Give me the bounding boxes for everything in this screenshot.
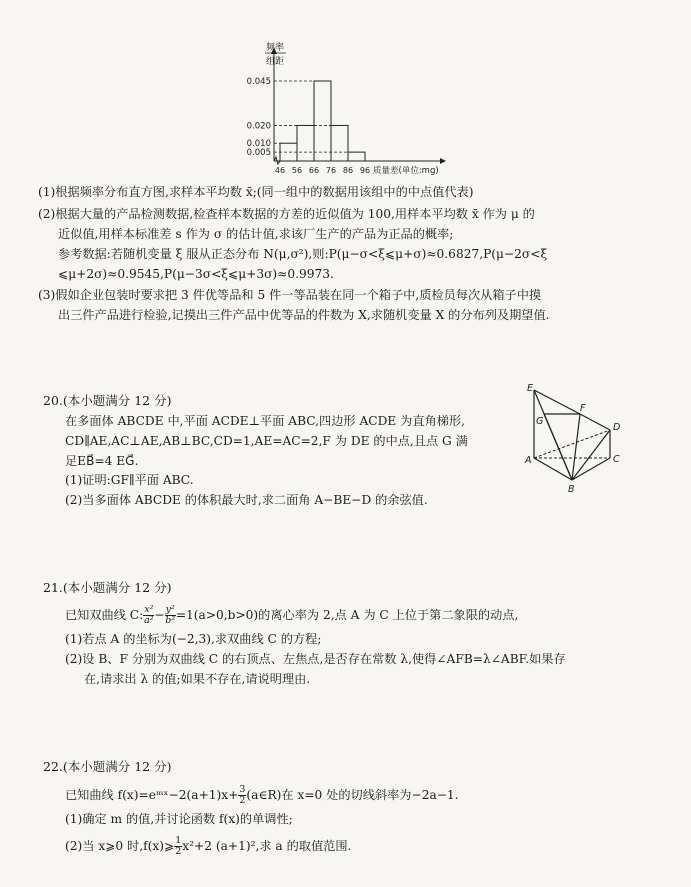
q19-part3-line1: (3)假如企业包装时要求把 3 件优等品和 5 件一等品装在同一个箱子中,质检员每次从箱子中摸	[38, 288, 542, 302]
y-tick-label: 0.020	[246, 121, 271, 132]
q21-part2-line2: 在,请求出 λ 的值;如果不存在,请说明理由.	[84, 672, 311, 686]
y-tick-label: 0.045	[246, 77, 271, 87]
polyhedron-figure	[522, 380, 637, 495]
q20-part2: (2)当多面体 ABCDE 的体积最大时,求二面角 A−BE−D 的余弦值.	[65, 493, 428, 507]
histogram-bar	[314, 81, 331, 161]
q22-line1-prefix: 已知曲线 f(x)=eᵐˣ−2(a+1)x+	[65, 788, 239, 802]
x-tick-label: 56	[291, 166, 303, 175]
fraction-1-2: $\frac{1}{2}$	[175, 835, 182, 857]
q20-part1: (1)证明:GF∥平面 ABC.	[65, 473, 194, 487]
fraction-3-2: $\frac{3}{2}$	[239, 784, 246, 806]
x-tick-label: 46	[274, 166, 286, 175]
label-D: D	[613, 422, 621, 433]
fraction-x2-a2: $\frac{\text{x²}}{\text{a²}}$	[144, 604, 154, 626]
q19-part2-line1: (2)根据大量的产品检测数据,检查样本数据的方差的近似值为 100,用样本平均数 x̄ 作为 μ 的	[38, 207, 535, 221]
frequency-histogram	[240, 40, 480, 185]
q22-part2	[65, 836, 351, 857]
x-tick-label: 86	[342, 166, 354, 175]
q19-reference-data-1: 参考数据:若随机变量 ξ 服从正态分布 N(μ,σ²),则:P(μ−σ<ξ⩽μ+σ)≈0.6827,P(μ−2σ<ξ	[58, 247, 548, 261]
y-tick-label: 0.010	[246, 139, 271, 150]
q19-part2-line2: 近似值,用样本标准差 s 作为 σ 的估计值,求该厂生产的产品为正品的概率;	[58, 227, 454, 241]
x-axis-arrow	[440, 158, 446, 164]
q21-part2-line1: (2)设 B、F 分别为双曲线 C 的右顶点、左焦点,是否存在常数 λ,使得∠AFB=λ∠ABF.如果存	[65, 652, 566, 666]
q22-part1: (1)确定 m 的值,并讨论函数 f(x)的单调性;	[65, 812, 293, 826]
q20-line1: 在多面体 ABCDE 中,平面 ACDE⊥平面 ABC,四边形 ACDE 为直角梯形,	[65, 414, 465, 428]
q21-part1: (1)若点 A 的坐标为(−2,3),求双曲线 C 的方程;	[65, 632, 322, 646]
y-label-bottom: 组距	[266, 57, 285, 67]
q20-header: 20.(本小题满分 12 分)	[43, 393, 172, 408]
q19-part3-line2: 出三件产品进行检验,记摸出三件产品中优等品的件数为 X,求随机变量 X 的分布列及期望值.	[58, 308, 550, 322]
q22-part2-prefix: (2)当 x⩾0 时,f(x)⩾	[65, 839, 175, 853]
x-tick-label: 96	[359, 166, 371, 175]
histogram-bar	[297, 125, 314, 161]
q19-part1: (1)根据频率分布直方图,求样本平均数 x̄;(同一组中的数据用该组中的中点值代表)	[38, 185, 474, 199]
q21-header: 21.(本小题满分 12 分)	[43, 580, 172, 595]
q22-line1-suffix: (a∈R)在 x=0 处的切线斜率为−2a−1.	[246, 788, 459, 802]
q21-line1-suffix: =1(a>0,b>0)的离心率为 2,点 A 为 C 上位于第二象限的动点,	[175, 608, 519, 622]
fraction-y2-b2: $\frac{\text{y²}}{\text{b²}}$	[165, 604, 176, 626]
q19-reference-data-2: ⩽μ+2σ)≈0.9545,P(μ−3σ<ξ⩽μ+3σ)≈0.9973.	[58, 267, 334, 281]
histogram-bar	[331, 125, 348, 161]
histogram-bar	[348, 152, 365, 161]
q22-header: 22.(本小题满分 12 分)	[43, 759, 172, 774]
label-G: G	[536, 416, 544, 427]
label-F: F	[580, 403, 586, 414]
label-C: C	[613, 454, 620, 465]
y-tick-label: 0.005	[246, 148, 271, 159]
label-A: A	[525, 455, 532, 466]
q22-part2-suffix: x²+2 (a+1)²,求 a 的取值范围.	[182, 839, 352, 853]
q21-line1: 已知双曲线 C: $\frac{\text{x²}}{\text{a²}}$ − $\frac{\text{y²}}{\text{b²}}$ =1(a>0,b>0)的离心率为 2,点 A 为 C 上位于第二象限的动点,	[65, 604, 519, 626]
label-B: B	[568, 484, 575, 495]
x-axis-label: 质量差(单位:mg)	[373, 166, 439, 176]
x-tick-label: 66	[308, 166, 320, 175]
label-E: E	[527, 383, 534, 394]
q22-line1	[65, 785, 459, 806]
q21-line1-prefix: 已知双曲线 C:	[65, 608, 144, 622]
x-tick-label: 76	[325, 166, 337, 175]
q20-line3: 足EB⃗=4 EG⃗.	[65, 454, 139, 468]
y-label-top: 频率	[266, 43, 285, 53]
q20-line2: CD∥AE,AC⊥AE,AB⊥BC,CD=1,AE=AC=2,F 为 DE 的中点,且点 G 满	[65, 434, 468, 448]
